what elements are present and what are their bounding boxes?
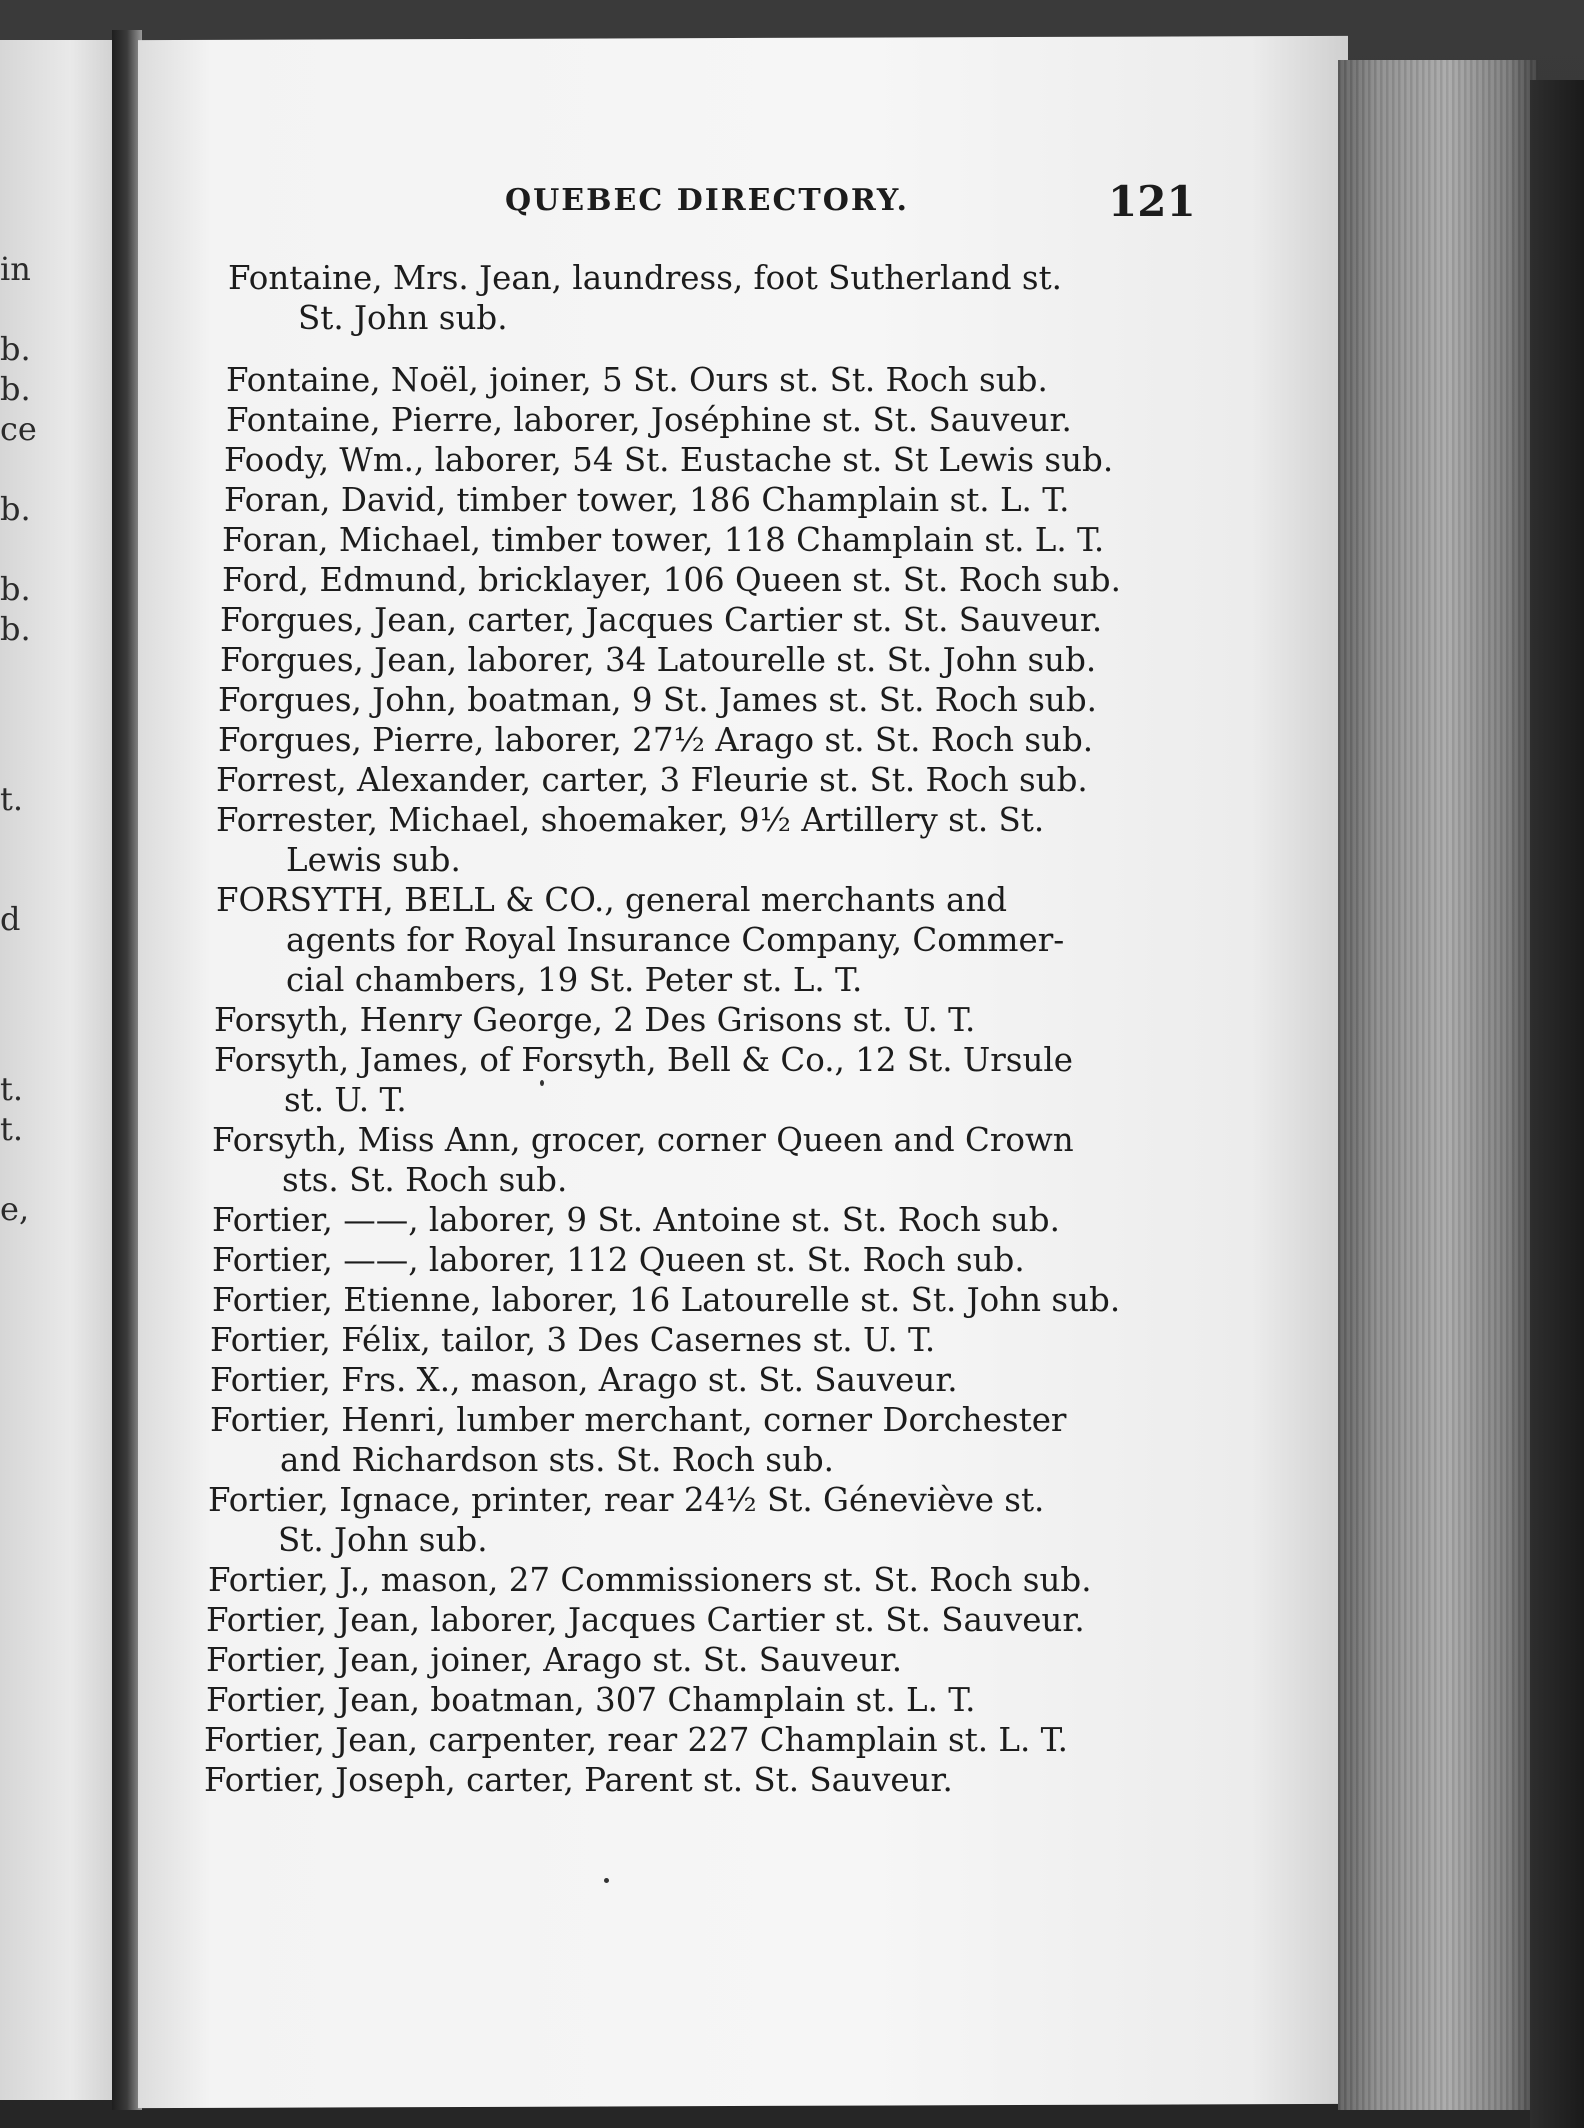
entry-line: Forsyth, James, of Forsyth, Bell & Co., 12 St. Ursule <box>214 1041 1074 1079</box>
left-page-text: t. <box>0 1110 24 1148</box>
directory-entry <box>206 1600 1085 1640</box>
entry-line: Forgues, Pierre, laborer, 27½ Arago st. St. Roch sub. <box>218 721 1094 759</box>
entry-continuation-line: st. U. T. <box>284 1081 407 1119</box>
directory-entry <box>208 1480 1044 1560</box>
entry-continuation-line: Lewis sub. <box>286 841 461 879</box>
entry-line: Fortier, Frs. X., mason, Arago st. St. Sauveur. <box>210 1361 958 1399</box>
directory-entry <box>210 1400 1066 1480</box>
entry-line: Ford, Edmund, bricklayer, 106 Queen st. St. Roch sub. <box>222 561 1121 599</box>
entry-continuation-line: and Richardson sts. St. Roch sub. <box>280 1441 834 1479</box>
entry-line: Fortier, J., mason, 27 Commissioners st. St. Roch sub. <box>208 1561 1092 1599</box>
directory-entry <box>210 1360 958 1400</box>
entry-line: Fortier, Félix, tailor, 3 Des Casernes st. U. T. <box>210 1321 936 1359</box>
directory-entry <box>220 600 1102 640</box>
entry-line: Foran, David, timber tower, 186 Champlain st. L. T. <box>224 481 1070 519</box>
directory-entry <box>224 440 1113 480</box>
entry-line: FORSYTH, BELL & CO., general merchants and <box>216 881 1008 919</box>
entry-continuation-line: sts. St. Roch sub. <box>282 1161 568 1199</box>
entry-line: Forgues, Jean, laborer, 34 Latourelle st. St. John sub. <box>220 641 1097 679</box>
entry-line: Fortier, Joseph, carter, Parent st. St. Sauveur. <box>204 1761 953 1799</box>
directory-entry <box>214 1040 1073 1120</box>
previous-page-edge <box>0 40 118 2100</box>
directory-entry <box>222 560 1121 600</box>
entry-line: Fortier, ——, laborer, 112 Queen st. St. Roch sub. <box>212 1241 1025 1279</box>
directory-entry <box>220 640 1096 680</box>
directory-entry <box>204 1760 953 1800</box>
directory-entry <box>208 1560 1092 1600</box>
entry-line: Foran, Michael, timber tower, 118 Champlain st. L. T. <box>222 521 1105 559</box>
left-page-text: t. <box>0 1070 24 1108</box>
directory-entry <box>228 258 1062 338</box>
entry-line: Fontaine, Mrs. Jean, laundress, foot Sutherland st. <box>228 259 1062 297</box>
entry-line: Forgues, Jean, carter, Jacques Cartier st. St. Sauveur. <box>220 601 1103 639</box>
left-page-text: b. <box>0 330 31 368</box>
directory-entry <box>214 1000 975 1040</box>
entry-continuation-line: St. John sub. <box>298 299 508 337</box>
entry-line: Fortier, Henri, lumber merchant, corner Dorchester <box>210 1401 1067 1439</box>
entry-line: Fortier, Jean, joiner, Arago st. St. Sauveur. <box>206 1641 903 1679</box>
left-page-text: b. <box>0 370 31 408</box>
entry-line: Fontaine, Noël, joiner, 5 St. Ours st. St. Roch sub. <box>226 361 1048 399</box>
directory-entry <box>216 760 1088 800</box>
ink-speck <box>604 1878 609 1883</box>
left-page-text: ce <box>0 410 37 448</box>
entry-line: Forsyth, Henry George, 2 Des Grisons st. U. T. <box>214 1001 976 1039</box>
directory-entry <box>218 680 1097 720</box>
entry-line: Forgues, John, boatman, 9 St. James st. St. Roch sub. <box>218 681 1097 719</box>
book-cover-edge <box>1530 80 1584 2128</box>
entry-line: Fortier, Ignace, printer, rear 24½ St. Géneviève st. <box>208 1481 1045 1519</box>
entry-line: Fortier, Jean, carpenter, rear 227 Champlain st. L. T. <box>204 1721 1068 1759</box>
entry-line: Fortier, ——, laborer, 9 St. Antoine st. St. Roch sub. <box>212 1201 1060 1239</box>
entry-continuation-line: cial chambers, 19 St. Peter st. L. T. <box>286 961 863 999</box>
left-page-text: b. <box>0 570 31 608</box>
entry-line: Fortier, Jean, boatman, 307 Champlain st. L. T. <box>206 1681 976 1719</box>
directory-entry <box>212 1240 1025 1280</box>
ink-speck <box>540 1080 544 1086</box>
left-page-text: e, <box>0 1190 30 1228</box>
directory-entry <box>216 880 1064 1000</box>
entry-line: Fortier, Jean, laborer, Jacques Cartier st. St. Sauveur. <box>206 1601 1085 1639</box>
entry-line: Foody, Wm., laborer, 54 St. Eustache st. St Lewis sub. <box>224 441 1114 479</box>
entry-line: Fontaine, Pierre, laborer, Joséphine st. St. Sauveur. <box>226 401 1072 439</box>
directory-entry <box>206 1640 902 1680</box>
directory-entry <box>210 1320 935 1360</box>
entry-line: Forrest, Alexander, carter, 3 Fleurie st. St. Roch sub. <box>216 761 1088 799</box>
entry-continuation-line: agents for Royal Insurance Company, Commer- <box>286 921 1065 959</box>
entry-line: Forsyth, Miss Ann, grocer, corner Queen and Crown <box>212 1121 1074 1159</box>
directory-entry <box>206 1680 975 1720</box>
left-page-text: t. <box>0 780 24 818</box>
left-page-text: d <box>0 900 21 938</box>
left-page-text: b. <box>0 490 31 528</box>
directory-entry <box>212 1120 1074 1200</box>
left-page-text: in <box>0 250 31 288</box>
directory-entry <box>226 400 1072 440</box>
directory-entry <box>218 720 1093 760</box>
directory-entry <box>216 800 1044 880</box>
page-edges <box>1338 60 1538 2110</box>
entry-continuation-line: St. John sub. <box>278 1521 488 1559</box>
entry-line: Fortier, Etienne, laborer, 16 Latourelle st. St. John sub. <box>212 1281 1121 1319</box>
page-number: 121 <box>1108 177 1196 226</box>
directory-entry <box>222 520 1104 560</box>
entry-line: Forrester, Michael, shoemaker, 9½ Artillery st. St. <box>216 801 1045 839</box>
directory-entry <box>204 1720 1068 1760</box>
directory-entry <box>212 1200 1060 1240</box>
directory-entry <box>224 480 1069 520</box>
directory-entry <box>212 1280 1120 1320</box>
directory-entry <box>226 360 1048 400</box>
left-page-text: b. <box>0 610 31 648</box>
running-header: QUEBEC DIRECTORY. <box>505 183 909 218</box>
